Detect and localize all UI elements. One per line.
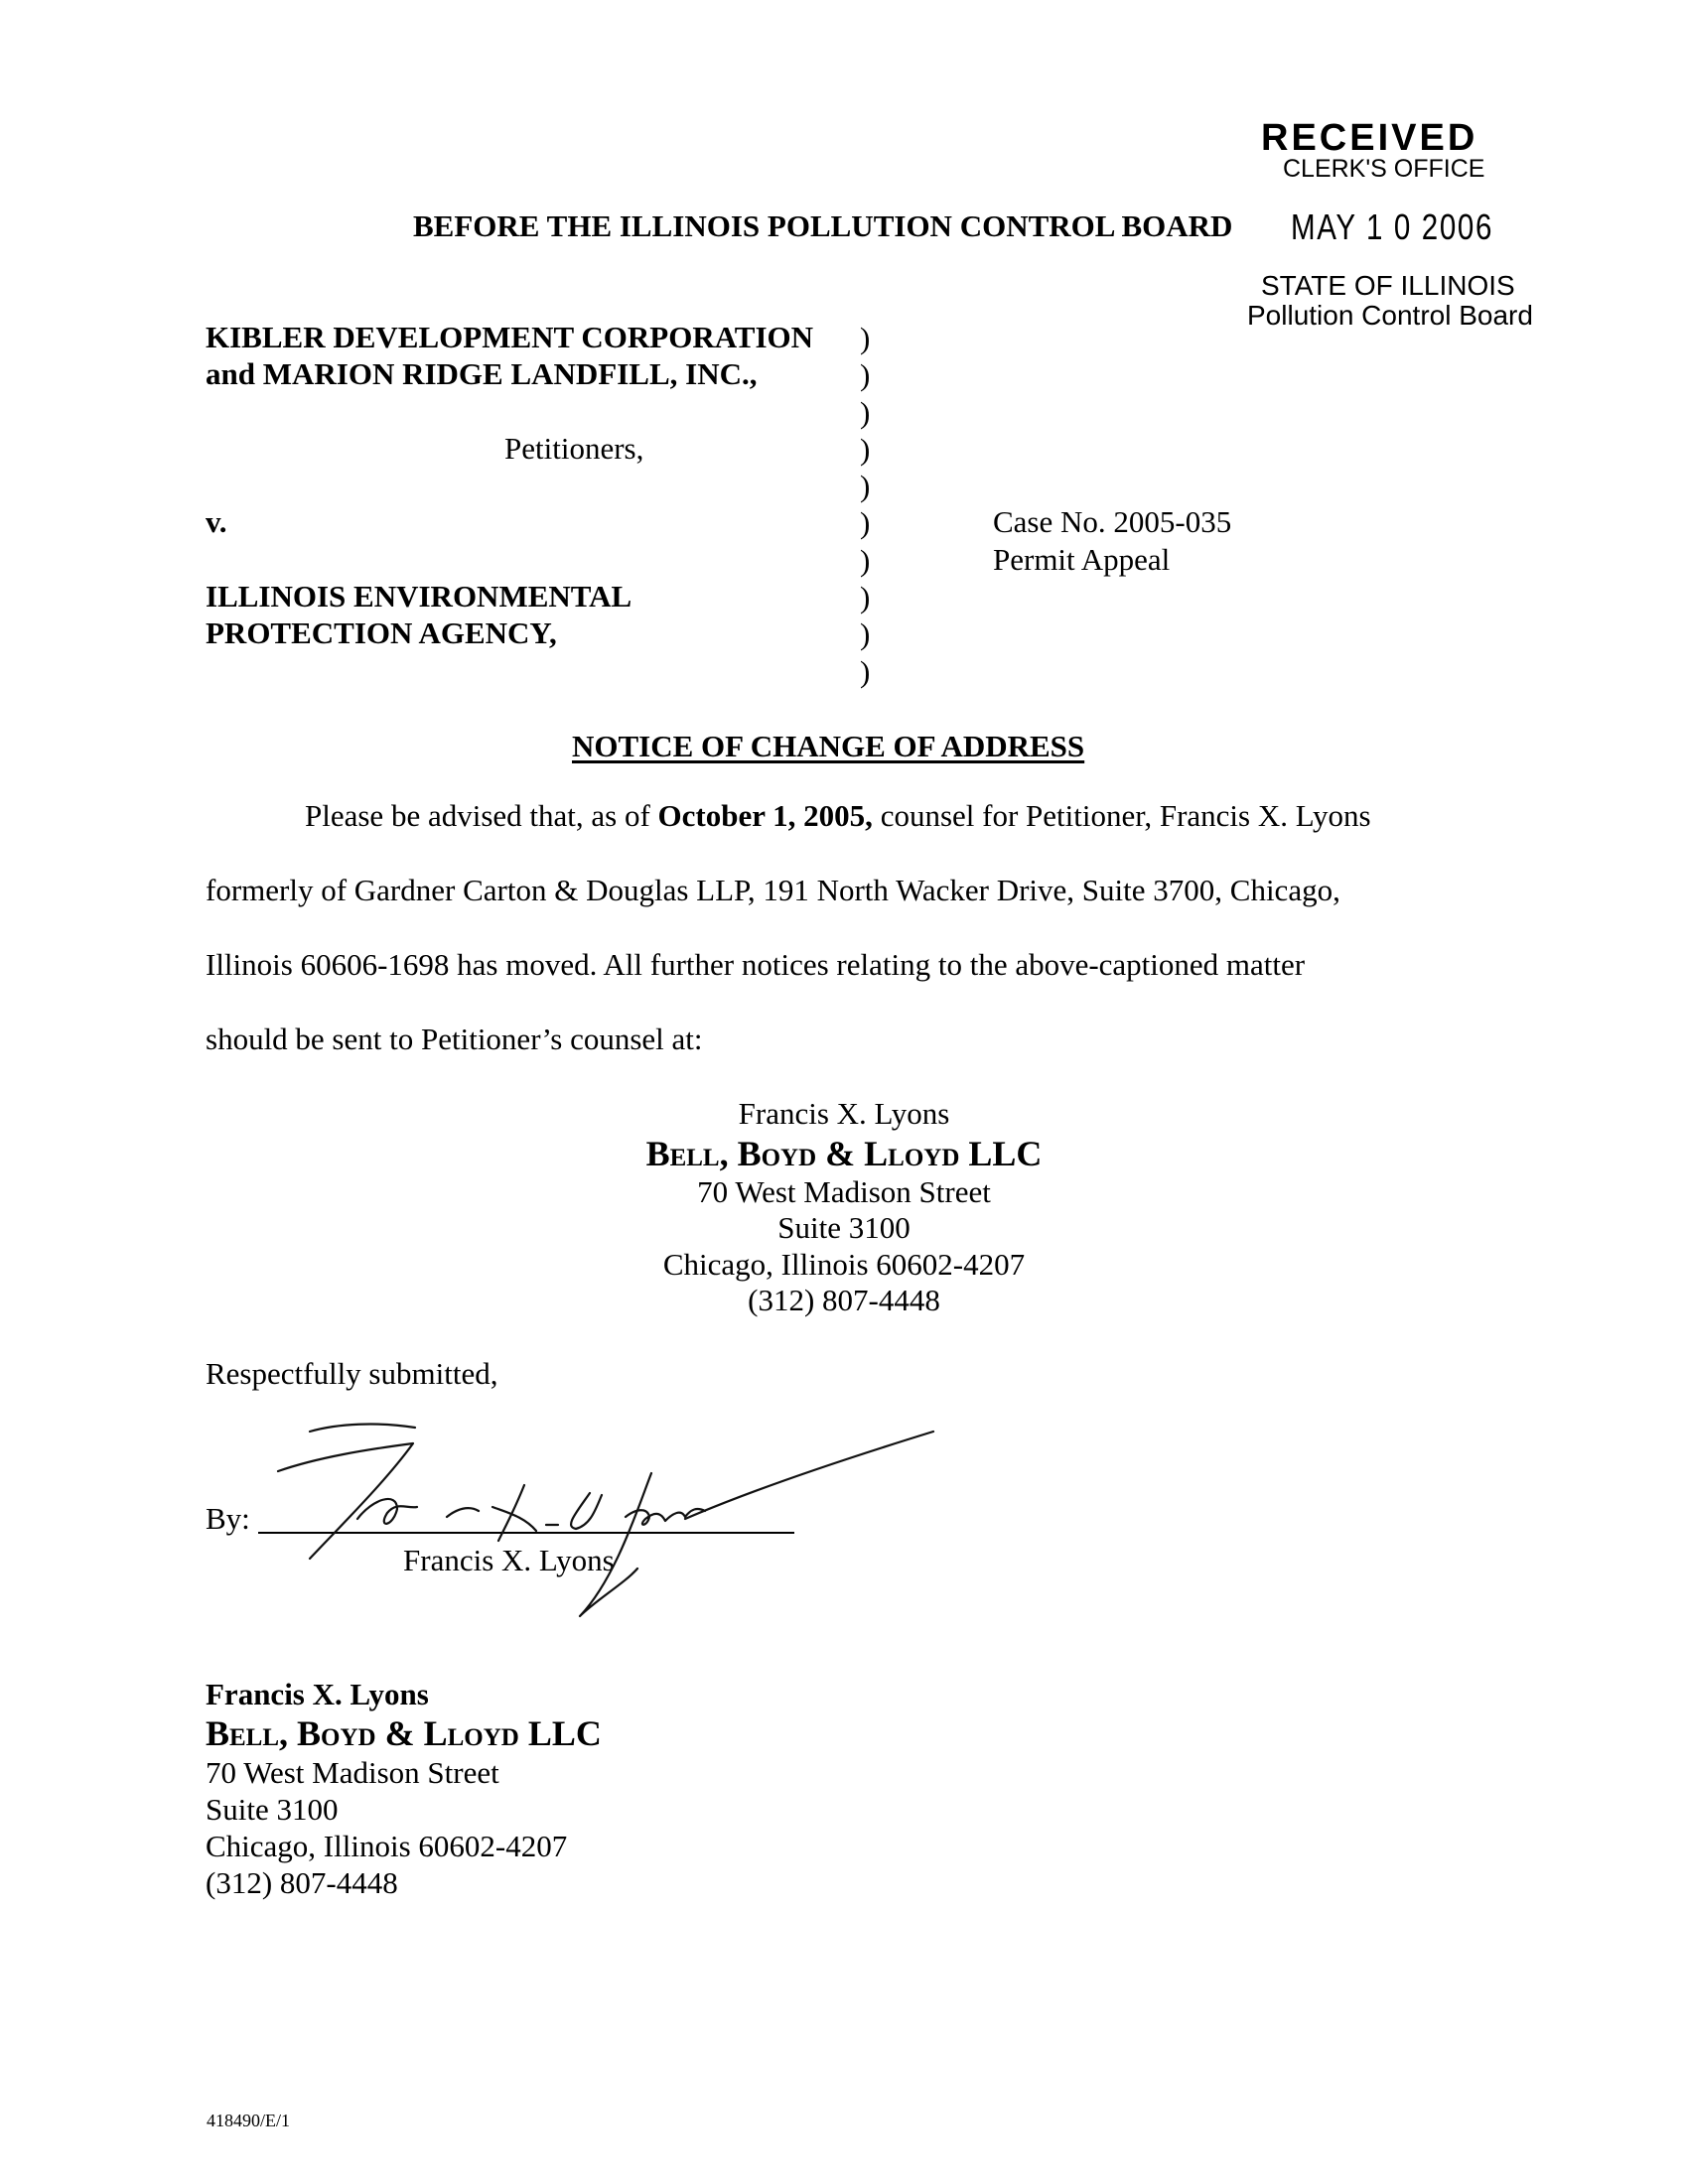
closing: Respectfully submitted, <box>206 1356 498 1391</box>
body-line-2: formerly of Gardner Carton & Douglas LLP, 191 North Wacker Drive, Suite 3700, Chicago, <box>206 873 1340 907</box>
counsel-street: 70 West Madison Street <box>206 1755 499 1790</box>
body-line-1 <box>305 798 1371 834</box>
case-type: Permit Appeal <box>993 542 1171 577</box>
counsel-suite: Suite 3100 <box>206 1792 339 1827</box>
respondent-line-2: PROTECTION AGENCY, <box>206 615 557 650</box>
address-firm: Bell, Boyd & Lloyd LLC <box>645 1133 1043 1173</box>
caption-paren: ) <box>860 431 871 467</box>
address-city: Chicago, Illinois 60602-4207 <box>662 1246 1026 1282</box>
by-label: By: <box>206 1501 250 1536</box>
caption-paren: ) <box>860 616 871 652</box>
received-stamp-title: RECEIVED <box>1261 117 1478 159</box>
petitioner-line-2: and MARION RIDGE LANDFILL, INC., <box>206 356 758 391</box>
new-address-block <box>596 1096 1092 1319</box>
received-stamp-office: CLERK'S OFFICE <box>1283 155 1485 183</box>
caption-paren: ) <box>860 469 871 504</box>
case-number: Case No. 2005-035 <box>993 504 1232 539</box>
body-line-1-prefix: Please be advised that, as of <box>305 798 658 833</box>
document-header: BEFORE THE ILLINOIS POLLUTION CONTROL BOARD <box>413 208 1233 243</box>
document-code: 418490/E/1 <box>207 2111 290 2130</box>
caption-paren: ) <box>860 542 871 578</box>
counsel-address-block <box>206 1676 602 1901</box>
body-line-3: Illinois 60606-1698 has moved. All further notices relating to the above-captioned matter <box>206 947 1306 982</box>
respondent-line-1: ILLINOIS ENVIRONMENTAL <box>206 579 632 614</box>
body-line-1-suffix: counsel for Petitioner, Francis X. Lyons <box>872 798 1371 833</box>
handwritten-signature <box>248 1410 963 1648</box>
address-suite: Suite 3100 <box>777 1210 911 1245</box>
caption-paren: ) <box>860 394 871 430</box>
received-stamp-date: MAY 1 0 2006 <box>1291 206 1494 247</box>
received-stamp-board: Pollution Control Board <box>1247 300 1533 331</box>
effective-date: October 1, 2005, <box>657 798 873 833</box>
counsel-firm: Bell, Boyd & Lloyd LLC <box>206 1713 602 1753</box>
address-street: 70 West Madison Street <box>697 1173 991 1209</box>
counsel-city: Chicago, Illinois 60602-4207 <box>206 1829 568 1863</box>
body-line-4: should be sent to Petitioner’s counsel at: <box>206 1022 703 1056</box>
counsel-name: Francis X. Lyons <box>206 1677 429 1711</box>
caption-paren: ) <box>860 580 871 615</box>
versus-label: v. <box>206 504 227 539</box>
signer-name: Francis X. Lyons <box>403 1543 615 1577</box>
address-name: Francis X. Lyons <box>738 1096 950 1131</box>
caption-paren: ) <box>860 357 871 393</box>
caption-paren: ) <box>860 505 871 541</box>
caption-paren: ) <box>860 321 871 355</box>
counsel-phone: (312) 807-4448 <box>206 1865 398 1900</box>
received-stamp-state: STATE OF ILLINOIS <box>1261 270 1515 301</box>
caption-paren: ) <box>860 653 871 689</box>
notice-title: NOTICE OF CHANGE OF ADDRESS <box>572 729 1085 763</box>
petitioners-label: Petitioners, <box>504 431 644 466</box>
caption-parentheses <box>860 320 870 690</box>
petitioner-line-1: KIBLER DEVELOPMENT CORPORATION <box>206 320 814 354</box>
address-phone: (312) 807-4448 <box>748 1283 940 1317</box>
